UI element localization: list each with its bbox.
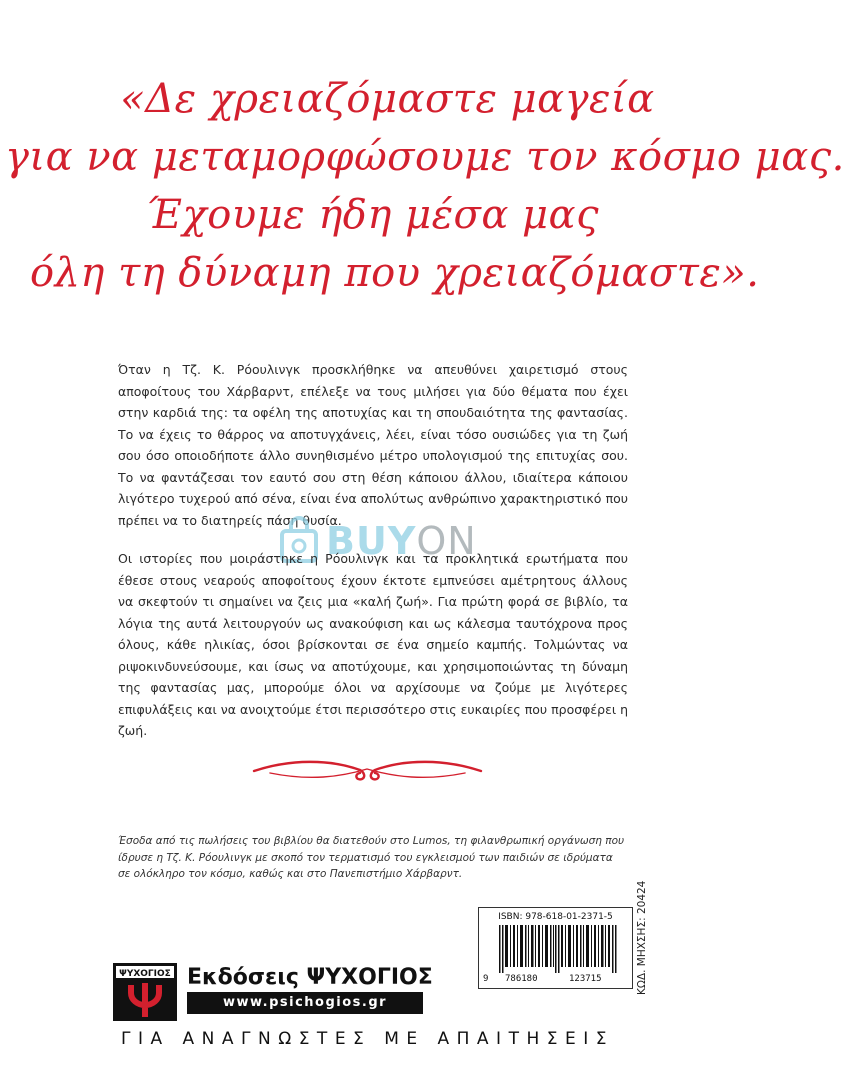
flourish-ornament-icon [250,755,485,785]
isbn-label: ISBN: 978-618-01-2371-5 [498,912,613,922]
pull-quote [0,70,845,302]
publisher-tagline: ΓΙΑ ΑΝΑΓΝΩΣΤΕΣ ΜΕ ΑΠΑΙΤΗΣΕΙΣ [121,1029,614,1049]
quote-line-2: για να μεταμορφώσουμε τον κόσμο μας. [5,134,845,180]
barcode-digits-left: 786180 [505,974,538,984]
logo-text: ΨΥΧΟΓΙΟΣ [119,969,171,979]
quote-line-3: Έχουμε ήδη μέσα μας [146,192,599,238]
barcode-digits-right: 123715 [569,974,602,984]
barcode-digit-first: 9 [483,974,489,984]
publisher-logo-icon [113,963,177,1021]
barcode-icon [487,925,624,973]
barcode-numbers [479,974,632,986]
footnote-lumos: Έσοδα από τις πωλήσεις του βιβλίου θα διατεθούν στο Lumos, τη φιλανθρωπική οργάνωση που ίδρυσε η Τζ. Κ. Ρόουλινγκ με σκοπό τον τερματισμό του εγκλεισμού των παιδιών σε ιδρύματα σε ολόκληρο τον κόσμο, καθώς και στο Πανεπιστήμιο Χάρβαρντ. [118,835,625,880]
publisher-name: Εκδόσεις ΨΥΧΟΓΙΟΣ [187,965,433,990]
quote-line-4: όλη τη δύναμη που χρειαζόμαστε». [30,250,760,296]
isbn-barcode [478,907,633,989]
product-code: ΚΩΔ. ΜΗΧΣΗΣ: 20424 [636,880,648,995]
watermark-buy: BUY [326,519,417,563]
publisher-url[interactable]: www.psichogios.gr [187,992,423,1014]
quote-line-1: «Δε χρειαζόμαστε μαγεία [120,76,655,122]
description-paragraph-1: Όταν η Τζ. Κ. Ρόουλινγκ προσκλήθηκε να απευθύνει χαιρετισμό στους αποφοίτους του Χάρβαρντ, επέλεξε να τους μιλήσει για δύο θέματα που έχει στην καρδιά της: τα οφέλη της αποτυχίας και τη σπουδαιότητα της φαντασίας. Το να έχεις το θάρρος να αποτυγχάνεις, λέει, είναι τόσο ουσιώδες για τη ζωή σου όσο οποιοδήποτε άλλο συνηθισμένο μέτρο υπολογισμού της επιτυχίας σου. Το να φαντάζεσαι τον εαυτό σου στη θέση κάποιου άλλου, ιδιαίτερα κάποιου λιγότερο τυχερού από σένα, είναι ένα απολύτως ανθρώπινο χαρακτηριστικό που πρέπει να το διατηρείς πάση θυσία. [118,362,628,528]
watermark-on: ON [416,519,477,563]
description-paragraph-2: Οι ιστορίες που μοιράστηκε η Ρόουλινγκ και τα προκλητικά ερωτήματα που έθεσε στους νεαρούς αποφοίτους έχουν έκτοτε εμπνεύσει αμέτρητους άλλους να σκεφτούν τι σημαίνει να ζεις μια «καλή ζωή». Για πρώτη φορά σε βιβλίο, τα λόγια της αυτά λειτουργούν ως ανακούφιση και ως κάλεσμα ταυτόχρονα προς όλους, κάθε ηλικίας, όσοι βρίσκονται σε ένα σημείο καμπής. Τολμώντας να ριψοκινδυνεύσουμε, και ίσως να αποτύχουμε, και χρησιμοποιώντας τη δύναμη της φαντασίας μας, μπορούμε όλοι να αρχίσουμε να ζούμε με λιγότερες επιφυλάξεις και να ανοιχτούμε έτσι περισσότερο στις ευκαιρίες που προσφέρει η ζωή. [118,551,628,738]
publisher-block [113,963,433,1025]
